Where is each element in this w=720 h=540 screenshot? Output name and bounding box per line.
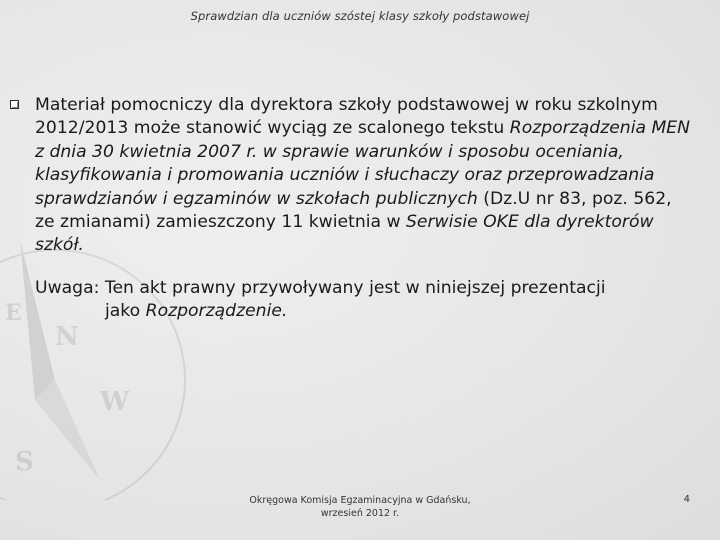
footer-line2: wrzesień 2012 r.: [320, 508, 400, 519]
slide-footer: [230, 494, 490, 520]
footer-line1: Okręgowa Komisja Egzaminacyjna w Gdańsku,: [249, 495, 471, 506]
page-number: 4: [683, 494, 690, 505]
compass-letter-w: W: [100, 387, 130, 417]
slide-header: Sprawdzian dla uczniów szóstej klasy szkoły podstawowej: [190, 9, 530, 23]
compass-letter-s: S: [15, 447, 34, 477]
compass-needle-tail-icon: [35, 380, 100, 480]
compass-letter-e: E: [5, 300, 22, 326]
note-line2-italic: Rozporządzenie.: [145, 301, 288, 322]
bullet-text-italic2: Serwisie OKE dla dyrektorów szkół.: [35, 212, 654, 256]
bullet-text-part1: Materiał pomocniczy dla dyrektora szkoły podstawowej w roku szkolnym 2012/2013 może stanowić wyciąg ze scalonego tekstu: [35, 95, 658, 139]
note-line2: [35, 300, 695, 323]
checkbox-bullet-icon: [10, 100, 19, 109]
note-line1: Uwaga: Ten akt prawny przywoływany jest w niniejszej prezentacji: [35, 278, 606, 298]
note-line2-prefix: jako: [105, 301, 146, 322]
compass-letter-n: N: [55, 322, 79, 352]
note-paragraph: [35, 277, 695, 324]
bullet-text-italic1: Rozporządzenia MEN z dnia 30 kwietnia 2007 r. w sprawie warunków i sposobu oceniania, klasyfikowania i promowania uczniów i słuchaczy oraz przeprowadzania sprawdzianów i egzaminów w szkołach publicznych: [35, 118, 691, 209]
bullet-text-part2: (Dz.U nr 83, poz. 562, ze zmianami) zamieszczony 11 kwietnia w: [35, 188, 672, 233]
bullet-paragraph: [35, 94, 695, 258]
